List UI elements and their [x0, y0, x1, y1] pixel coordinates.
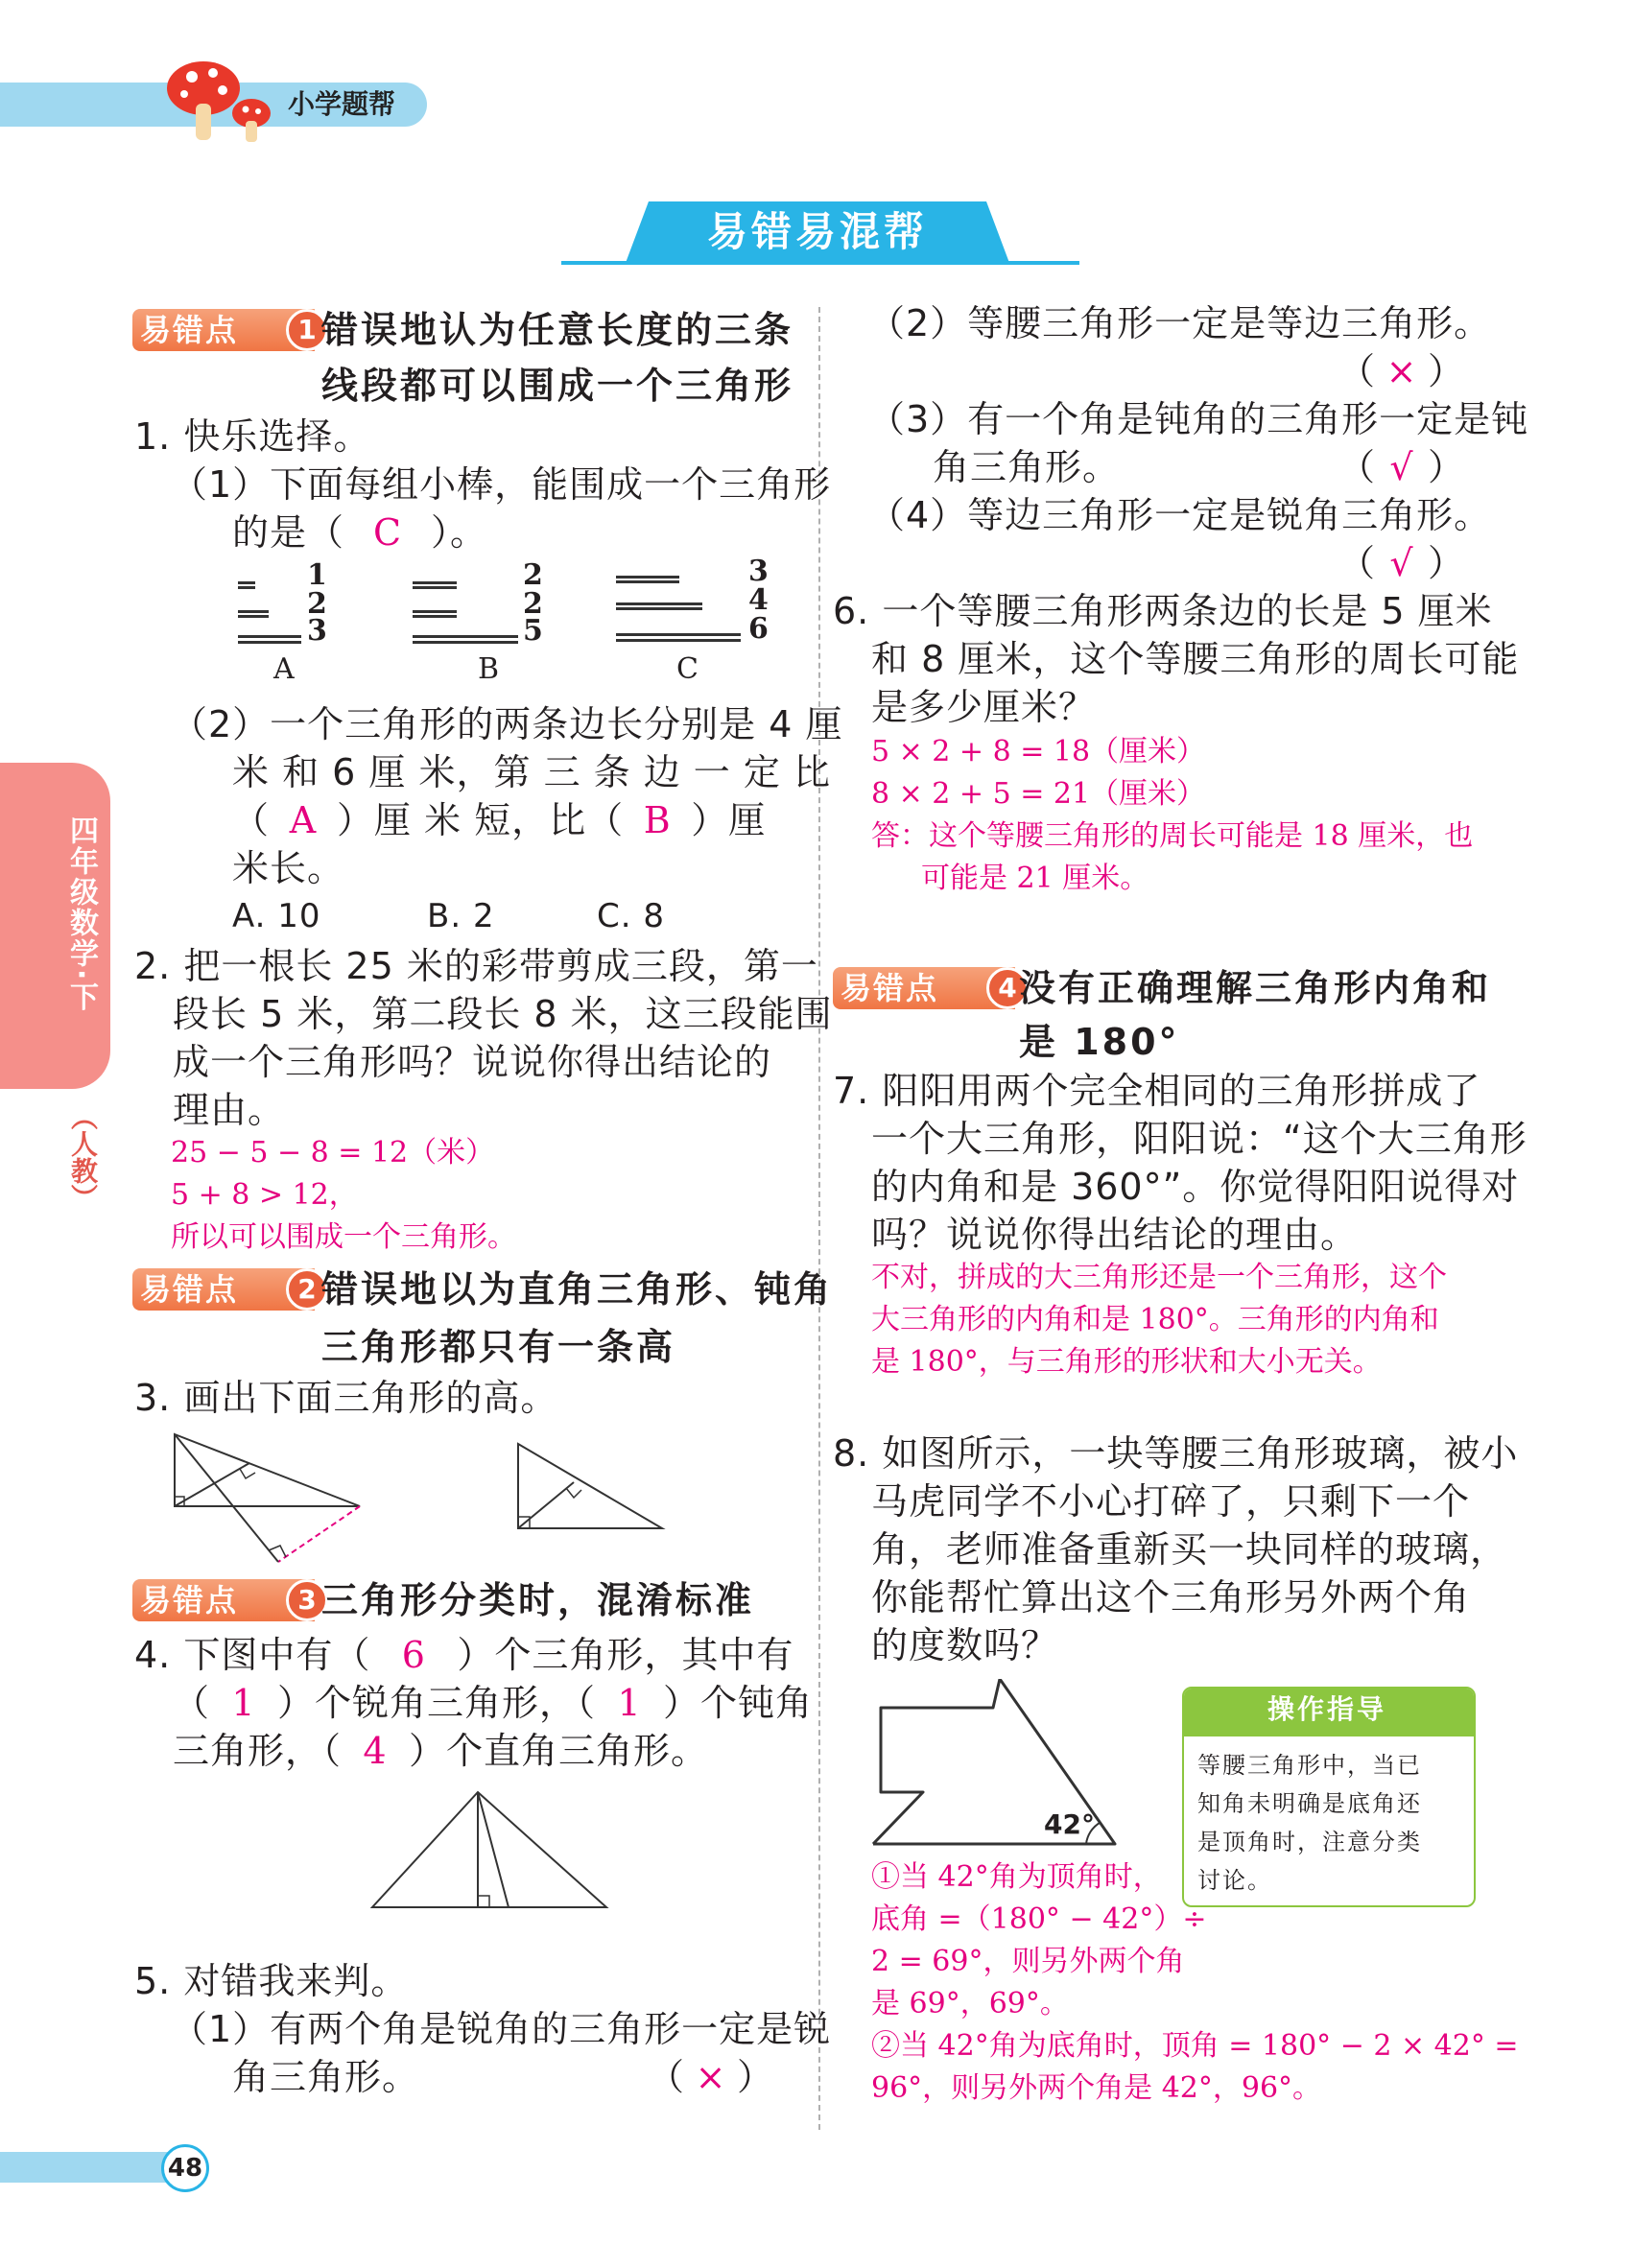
q6-answer-line: 8 × 2 + 5 = 21（厘米）	[871, 777, 1206, 811]
section3-title: 三角形分类时，混淆标准	[321, 1579, 755, 1621]
stick	[413, 586, 457, 589]
q7-line3: 的内角和是 360°”。你觉得阳阳说得对	[871, 1166, 1520, 1208]
q5-s2-line1: （2）等腰三角形一定是等边三角形。	[868, 302, 1492, 344]
q1-p1-line1: （1）下面每组小棒，能围成一个三角形	[171, 463, 832, 506]
section3-badge: 易错点 3	[132, 1579, 315, 1621]
stick	[413, 641, 518, 644]
column-divider	[818, 307, 820, 2130]
q5-s4-answer: √	[1389, 542, 1414, 584]
stick-value: 6	[748, 612, 769, 646]
sticks-label-c: C	[676, 652, 699, 686]
stick	[616, 580, 679, 583]
stick	[413, 615, 457, 618]
footer-bar	[0, 2152, 182, 2183]
q3-title: 3. 画出下面三角形的高。	[134, 1377, 558, 1419]
q5-s3-line1: （3）有一个角是钝角的三角形一定是钝	[868, 398, 1529, 440]
q5-s1-answer: ×	[695, 2056, 727, 2098]
right-triangle	[518, 1444, 662, 1528]
stick-value: 2	[307, 587, 327, 621]
q1-p2-answer-a: A	[289, 799, 318, 841]
stick	[616, 602, 702, 605]
sticks-label-b: B	[478, 652, 500, 686]
stick-value: 2	[523, 558, 543, 592]
q1-p1-line2: 的是（ C ）。	[232, 508, 487, 556]
q8-line2: 马虎同学不小心打碎了，只剩下一个	[871, 1480, 1471, 1523]
q1-p2-line2: 米 和 6 厘 米，第 三 条 边 一 定 比	[232, 751, 831, 793]
q7-answer-line: 大三角形的内角和是 180°。三角形的内角和	[871, 1303, 1439, 1336]
stick	[238, 586, 255, 589]
q2-line3: 成一个三角形吗？说说你得出结论的	[173, 1041, 772, 1083]
q4-line3: 三角形，（ 4 ）个直角三角形。	[173, 1727, 708, 1775]
q1-option-c: C. 8	[597, 897, 665, 935]
q6-answer-line: 可能是 21 厘米。	[921, 862, 1149, 895]
q7-line2: 一个大三角形，阳阳说：“这个大三角形	[871, 1118, 1527, 1160]
q8-answer-line: 是 69°，69°。	[871, 1987, 1069, 2020]
q5-title: 5. 对错我来判。	[134, 1960, 409, 2002]
section1-title-line1: 错误地认为任意长度的三条	[321, 309, 794, 351]
q5-s1-bracket: （ × ）	[648, 2053, 774, 2101]
q7-line4: 吗？说说你得出结论的理由。	[871, 1214, 1359, 1256]
q8-answer-line: 2 = 69°，则另外两个角	[871, 1945, 1185, 1978]
q5-s3-bracket: （ √ ）	[1338, 443, 1465, 491]
q7-answer-line: 是 180°，与三角形的形状和大小无关。	[871, 1345, 1382, 1379]
q8-line5: 的度数吗？	[871, 1624, 1059, 1666]
stick	[616, 633, 741, 636]
guide-text-line: 知角未明确是底角还	[1197, 1790, 1422, 1817]
q6-answer-line: 5 × 2 + 8 = 18（厘米）	[871, 735, 1206, 768]
section4-title-line2: 是 180°	[1019, 1021, 1180, 1063]
section4-badge: 易错点 4	[833, 967, 1015, 1009]
q4-line1: 4. 下图中有（ 6 ）个三角形，其中有	[134, 1631, 793, 1679]
q4-answer-acute: 1	[231, 1682, 256, 1724]
stick-value: 1	[307, 558, 327, 592]
q1-p1-answer: C	[372, 511, 403, 554]
side-tab-edition: （人教）	[67, 1103, 99, 1211]
q2-answer-line: 5 + 8 > 12，	[171, 1178, 358, 1212]
stick	[413, 635, 518, 638]
stick	[238, 610, 269, 613]
section4-title-line1: 没有正确理解三角形内角和	[1019, 967, 1492, 1009]
q4-answer-total: 6	[401, 1634, 426, 1676]
brand-name: 小学题帮	[288, 88, 396, 120]
sticks-label-a: A	[273, 652, 295, 686]
stick	[238, 615, 269, 618]
q5-s2-bracket: （ × ）	[1338, 347, 1465, 395]
q4-figure	[365, 1783, 614, 1917]
q6-answer-line: 答：这个等腰三角形的周长可能是 18 厘米，也	[871, 819, 1474, 853]
q5-s4-bracket: （ √ ）	[1338, 539, 1465, 587]
q5-s3-answer: √	[1389, 446, 1414, 488]
q1-option-a: A. 10	[232, 897, 321, 935]
q1-title: 1. 快乐选择。	[134, 415, 371, 458]
stick	[413, 581, 457, 584]
section1-title-line2: 线段都可以围成一个三角形	[321, 365, 794, 407]
q5-s2-answer: ×	[1385, 350, 1418, 392]
side-tab-grade: 四年级数学·下	[64, 815, 98, 1013]
stick	[238, 581, 255, 584]
q5-s1-line2: 角三角形。	[232, 2056, 420, 2098]
stick-value: 5	[523, 614, 543, 648]
stick-value: 4	[748, 583, 769, 617]
q7-answer-line: 不对，拼成的大三角形还是一个三角形，这个	[871, 1261, 1447, 1294]
q5-s3-line2: 角三角形。	[933, 446, 1121, 488]
banner-title: 易错易混帮	[706, 208, 928, 255]
stick-value: 3	[748, 555, 769, 588]
stick	[616, 607, 702, 610]
stick	[238, 641, 301, 644]
stick-value: 2	[523, 587, 543, 621]
q1-option-b: B. 2	[427, 897, 495, 935]
section1-badge: 易错点 1	[132, 309, 315, 351]
q5-s4-line1: （4）等边三角形一定是锐角三角形。	[868, 494, 1492, 536]
angle-label: 42°	[1044, 1808, 1095, 1840]
q1-p2-line1: （2）一个三角形的两条边长分别是 4 厘	[171, 703, 843, 745]
q7-line1: 7. 阳阳用两个完全相同的三角形拼成了	[833, 1070, 1481, 1112]
q2-answer-line: 25 − 5 − 8 = 12（米）	[171, 1136, 495, 1169]
q8-answer-line: ②当 42°角为底角时，顶角 = 180° − 2 × 42° =	[871, 2029, 1519, 2063]
q2-line2: 段长 5 米，第二段长 8 米，这三段能围	[173, 993, 833, 1035]
guide-title: 操作指导	[1267, 1693, 1386, 1725]
q8-line4: 你能帮忙算出这个三角形另外两个角	[871, 1576, 1471, 1618]
q8-answer-line: 底角 =（180° − 42°）÷	[871, 1902, 1207, 1936]
guide-text-line: 讨论。	[1197, 1867, 1272, 1894]
stick	[616, 639, 741, 642]
q6-line1: 6. 一个等腰三角形两条边的长是 5 厘米	[833, 590, 1493, 632]
stick	[238, 635, 301, 638]
q4-answer-obtuse: 1	[617, 1682, 642, 1724]
q8-answer-line: ①当 42°角为顶角时，	[871, 1860, 1162, 1894]
q3-figures	[163, 1425, 681, 1569]
stick	[616, 576, 679, 579]
q8-line1: 8. 如图所示，一块等腰三角形玻璃，被小	[833, 1432, 1519, 1475]
q1-p2-line4: 米长。	[232, 847, 345, 889]
guide-text-line: 等腰三角形中，当已	[1197, 1752, 1422, 1779]
q2-line4: 理由。	[173, 1089, 286, 1131]
q2-line1: 2. 把一根长 25 米的彩带剪成三段，第一	[134, 945, 818, 987]
stick-value: 3	[307, 614, 327, 648]
page-number: 48	[161, 2144, 209, 2192]
q8-answer-line: 96°，则另外两个角是 42°，96°。	[871, 2071, 1322, 2105]
obtuse-triangle	[175, 1434, 360, 1562]
q8-line3: 角，老师准备重新买一块同样的玻璃，	[871, 1528, 1508, 1571]
guide-text-line: 是顶角时，注意分类	[1197, 1829, 1422, 1855]
section2-title-line2: 三角形都只有一条高	[321, 1326, 676, 1368]
q6-line3: 是多少厘米？	[871, 686, 1097, 728]
q4-line2: （ 1 ）个锐角三角形，（ 1 ）个钝角	[173, 1679, 813, 1727]
q4-answer-right: 4	[363, 1730, 388, 1772]
mushroom-logo-icon	[163, 56, 278, 147]
q1-p2-answer-b: B	[643, 799, 672, 841]
q6-line2: 和 8 厘米，这个等腰三角形的周长可能	[871, 638, 1520, 680]
q1-p2-line3: （ A ）厘 米 短，比（ B ）厘	[232, 796, 766, 844]
stick	[413, 610, 457, 613]
section2-badge: 易错点 2	[132, 1268, 315, 1311]
q2-answer-line: 所以可以围成一个三角形。	[171, 1220, 516, 1254]
q5-s1-line1: （1）有两个角是锐角的三角形一定是锐	[171, 2008, 832, 2050]
section2-title-line1: 错误地以为直角三角形、钝角	[321, 1268, 834, 1311]
